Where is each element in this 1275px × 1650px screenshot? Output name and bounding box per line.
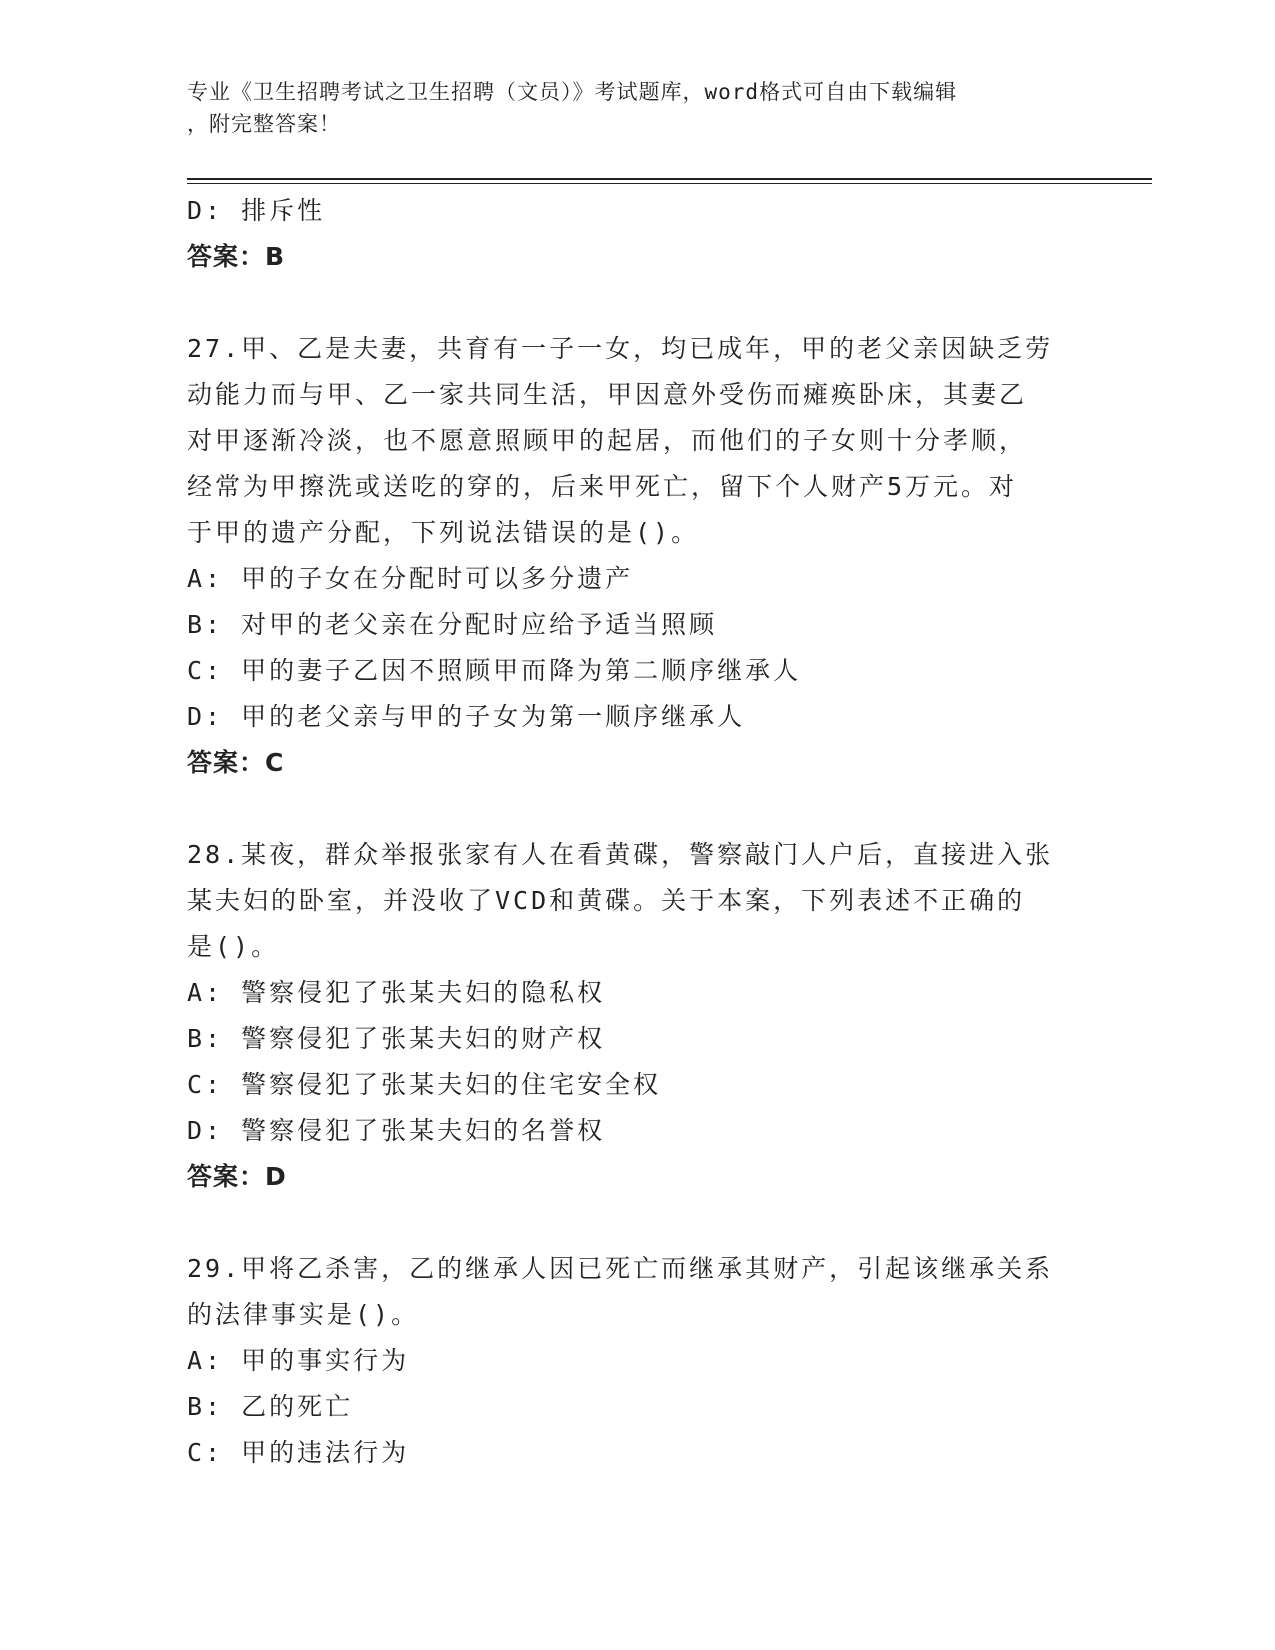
question-28-answer: 答案：D [187,1162,287,1191]
question-28-option-a: A: 警察侵犯了张某夫妇的隐私权 [187,978,606,1007]
spacer [187,786,1087,832]
question-29-option-c: C: 甲的违法行为 [187,1438,410,1467]
question-27 [187,326,1087,786]
document-body [187,188,1087,1476]
question-27-option-c: C: 甲的妻子乙因不照顾甲而降为第二顺序继承人 [187,656,802,685]
header-line-2: ，附完整答案！ [187,112,341,136]
question-27-option-d: D: 甲的老父亲与甲的子女为第一顺序继承人 [187,702,746,731]
question-27-line-2: 动能力而与甲、乙一家共同生活，甲因意外受伤而瘫痪卧床，其妻乙 [187,380,1028,409]
question-27-option-b: B: 对甲的老父亲在分配时应给予适当照顾 [187,610,718,639]
spacer [187,1200,1087,1246]
question-29-option-b: B: 乙的死亡 [187,1392,354,1421]
question-28-option-d: D: 警察侵犯了张某夫妇的名誉权 [187,1116,606,1145]
question-27-line-3: 对甲逐渐冷淡，也不愿意照顾甲的起居，而他们的子女则十分孝顺， [187,426,1028,455]
header-divider-thin [187,183,1152,184]
question-28-option-b: B: 警察侵犯了张某夫妇的财产权 [187,1024,606,1053]
question-27-option-a: A: 甲的子女在分配时可以多分遗产 [187,564,634,593]
document-header [187,76,1067,140]
header-line-1: 专业《卫生招聘考试之卫生招聘（文员）》考试题库，word格式可自由下载编辑 [187,80,958,104]
question-28-line-1: 28.某夜，群众举报张家有人在看黄碟，警察敲门人户后，直接进入张 [187,840,1054,869]
question-28 [187,832,1087,1200]
question-27-line-5: 于甲的遗产分配，下列说法错误的是()。 [187,518,700,547]
question-29-line-2: 的法律事实是()。 [187,1300,420,1329]
question-29-option-a: A: 甲的事实行为 [187,1346,410,1375]
question-28-option-c: C: 警察侵犯了张某夫妇的住宅安全权 [187,1070,662,1099]
header-divider-thick [187,178,1152,180]
prev-answer: 答案：B [187,242,286,271]
question-28-line-2: 某夫妇的卧室，并没收了VCD和黄碟。关于本案，下列表述不正确的 [187,886,1026,915]
prev-option-d: D: 排斥性 [187,196,326,225]
question-29-line-1: 29.甲将乙杀害，乙的继承人因已死亡而继承其财产，引起该继承关系 [187,1254,1054,1283]
question-28-line-3: 是()。 [187,932,280,961]
question-27-line-4: 经常为甲擦洗或送吃的穿的，后来甲死亡，留下个人财产5万元。对 [187,472,1018,501]
question-27-answer: 答案：C [187,748,285,777]
spacer [187,280,1087,326]
question-27-line-1: 27.甲、乙是夫妻，共育有一子一女，均已成年，甲的老父亲因缺乏劳 [187,334,1054,363]
question-29 [187,1246,1087,1476]
